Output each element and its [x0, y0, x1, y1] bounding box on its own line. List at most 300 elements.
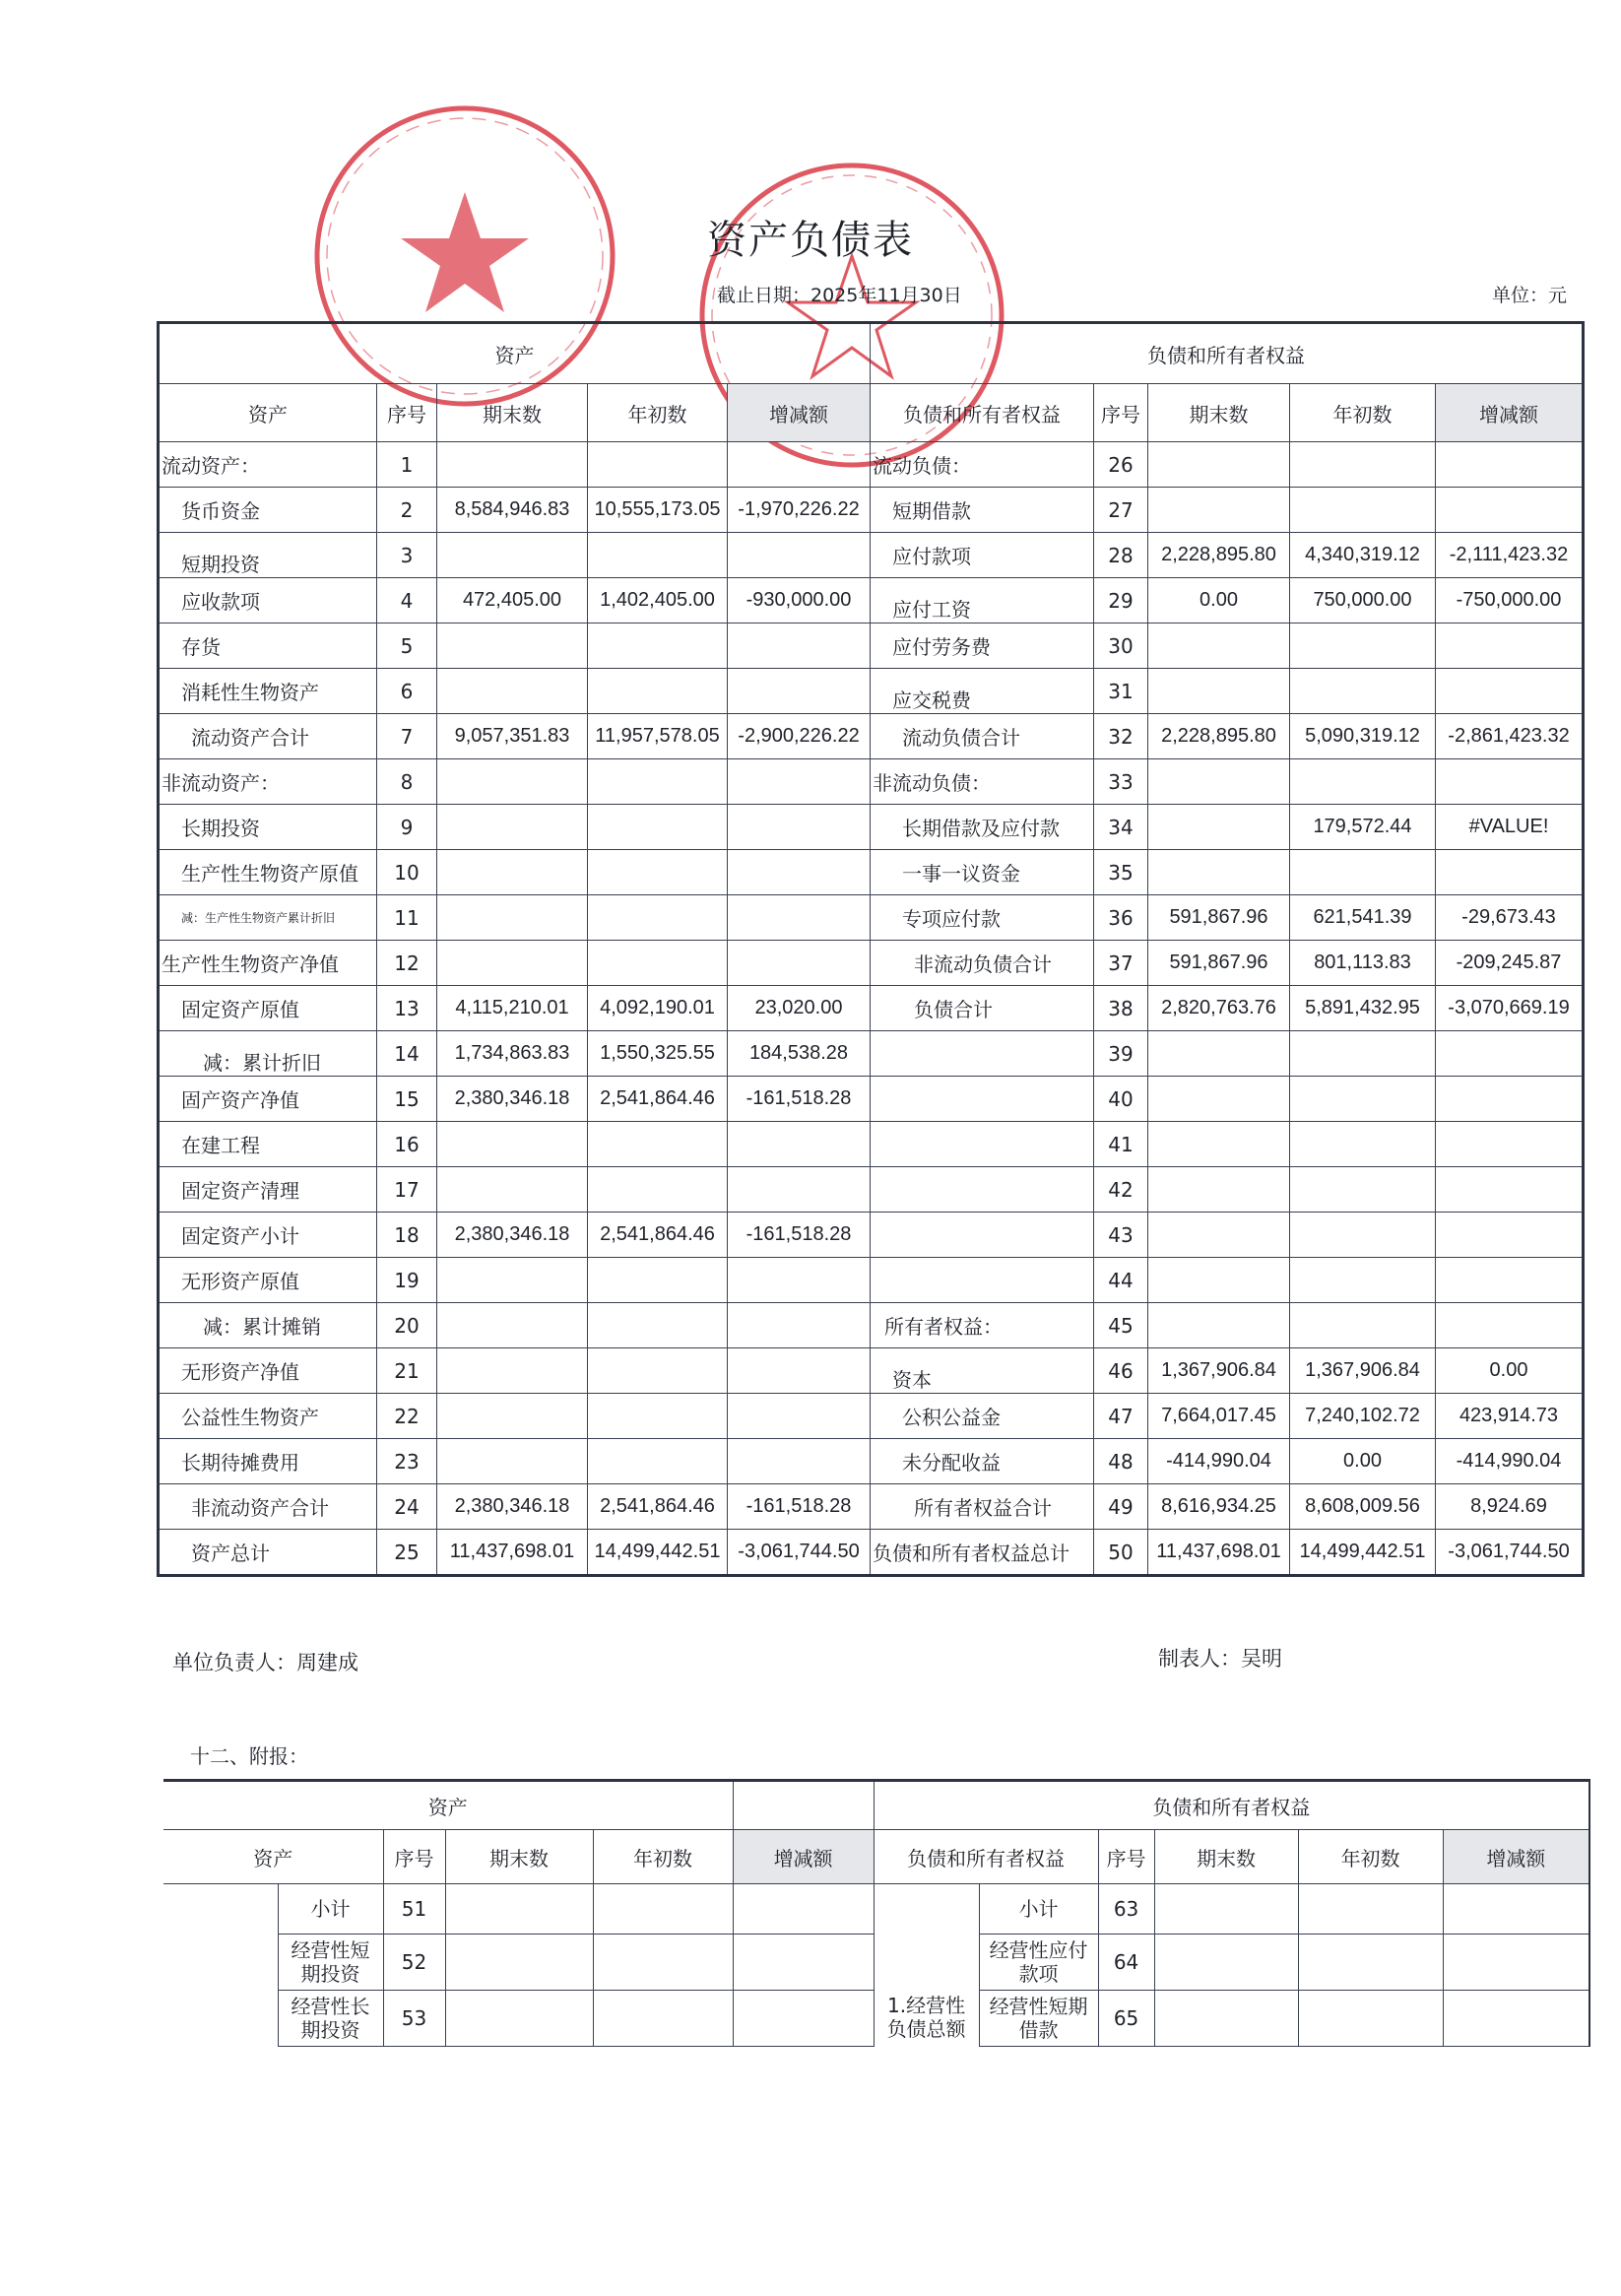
left-row-label: 生产性生物资产净值 — [159, 941, 377, 986]
right-row-label: 非流动负债合计 — [871, 941, 1094, 986]
right-row-year-begin: 7,240,102.72 — [1290, 1394, 1436, 1439]
left-row-number: 12 — [377, 941, 437, 986]
left-row-number: 2 — [377, 488, 437, 533]
appendix-left-label: 经营性短期投资 — [278, 1935, 383, 1991]
appendix-left-number: 52 — [383, 1935, 445, 1991]
table-row — [159, 759, 1584, 805]
left-row-change — [728, 533, 871, 578]
balance-sheet-table — [157, 321, 1585, 1577]
appendix-blank-header — [733, 1781, 874, 1830]
right-row-label: 流动负债合计 — [871, 714, 1094, 759]
left-row-label: 流动资产： — [159, 442, 377, 488]
liabilities-group-header: 负债和所有者权益 — [871, 323, 1584, 384]
left-row-number: 9 — [377, 805, 437, 850]
right-row-period-end — [1148, 805, 1290, 850]
table-row — [159, 1077, 1584, 1122]
left-row-number: 13 — [377, 986, 437, 1031]
left-row-label: 固定资产原值 — [159, 986, 377, 1031]
unit-head-signature: 单位负责人：周建成 — [172, 1651, 358, 1674]
left-row-label: 在建工程 — [159, 1122, 377, 1167]
as-of-date: 截止日期：2025年11月30日 — [717, 285, 962, 306]
right-row-number: 45 — [1094, 1303, 1148, 1348]
right-row-year-begin — [1290, 623, 1436, 669]
right-row-number: 30 — [1094, 623, 1148, 669]
right-row-change: 423,914.73 — [1436, 1394, 1584, 1439]
right-row-change: 8,924.69 — [1436, 1484, 1584, 1530]
right-row-label: 一事一议资金 — [871, 850, 1094, 895]
right-header-item: 负债和所有者权益 — [871, 384, 1094, 442]
appendix-right-value — [1154, 1991, 1298, 2047]
right-row-number: 42 — [1094, 1167, 1148, 1213]
right-row-period-end — [1148, 1122, 1290, 1167]
right-header-period-end: 期末数 — [1148, 384, 1290, 442]
left-row-label: 减：生产性生物资产累计折旧 — [159, 895, 377, 941]
left-row-number: 25 — [377, 1530, 437, 1576]
right-row-change: -3,061,744.50 — [1436, 1530, 1584, 1576]
table-row — [159, 1303, 1584, 1348]
right-row-change — [1436, 1303, 1584, 1348]
right-row-label: 未分配收益 — [871, 1439, 1094, 1484]
table-row — [159, 669, 1584, 714]
table-row — [159, 1167, 1584, 1213]
right-row-label — [871, 1258, 1094, 1303]
appendix-right-value — [1443, 1935, 1589, 1991]
left-row-number: 11 — [377, 895, 437, 941]
left-row-year-begin — [588, 1122, 728, 1167]
left-row-number: 8 — [377, 759, 437, 805]
appendix-left-number: 53 — [383, 1991, 445, 2047]
right-row-change — [1436, 1213, 1584, 1258]
right-row-number: 38 — [1094, 986, 1148, 1031]
right-row-year-begin — [1290, 1258, 1436, 1303]
right-row-year-begin: 179,572.44 — [1290, 805, 1436, 850]
left-row-label: 固定资产清理 — [159, 1167, 377, 1213]
left-row-period-end — [437, 941, 588, 986]
left-row-change: -1,970,226.22 — [728, 488, 871, 533]
left-row-change — [728, 1303, 871, 1348]
table-row — [159, 1348, 1584, 1394]
right-row-number: 29 — [1094, 578, 1148, 623]
assets-group-header: 资产 — [159, 323, 871, 384]
left-row-number: 23 — [377, 1439, 437, 1484]
right-row-label: 所有者权益： — [871, 1303, 1094, 1348]
right-row-year-begin — [1290, 1213, 1436, 1258]
left-row-period-end — [437, 850, 588, 895]
left-row-year-begin — [588, 442, 728, 488]
table-row — [159, 986, 1584, 1031]
left-row-label: 固定资产小计 — [159, 1213, 377, 1258]
appendix-left-value — [445, 1884, 593, 1935]
left-row-label: 非流动资产合计 — [159, 1484, 377, 1530]
appendix-left-value — [593, 1991, 733, 2047]
left-row-number: 3 — [377, 533, 437, 578]
right-row-number: 46 — [1094, 1348, 1148, 1394]
left-header-number: 序号 — [377, 384, 437, 442]
left-row-change — [728, 623, 871, 669]
left-row-period-end — [437, 669, 588, 714]
left-row-label: 存货 — [159, 623, 377, 669]
right-row-period-end — [1148, 623, 1290, 669]
left-row-year-begin — [588, 1394, 728, 1439]
left-row-label: 减：累计摊销 — [159, 1303, 377, 1348]
table-row — [159, 1122, 1584, 1167]
left-row-number: 16 — [377, 1122, 437, 1167]
appendix-right-value — [1298, 1935, 1443, 1991]
right-row-period-end: 591,867.96 — [1148, 895, 1290, 941]
table-row — [159, 623, 1584, 669]
left-row-year-begin — [588, 895, 728, 941]
appendix-heading: 十二、附报： — [190, 1744, 308, 1768]
right-row-year-begin — [1290, 1122, 1436, 1167]
appendix-right-header-period-end: 期末数 — [1154, 1830, 1298, 1884]
left-row-period-end — [437, 1348, 588, 1394]
right-row-year-begin: 750,000.00 — [1290, 578, 1436, 623]
right-row-number: 49 — [1094, 1484, 1148, 1530]
appendix-right-value — [1443, 1991, 1589, 2047]
right-row-change — [1436, 1167, 1584, 1213]
appendix-right-header-number: 序号 — [1098, 1830, 1154, 1884]
right-row-change — [1436, 669, 1584, 714]
right-row-change: 0.00 — [1436, 1348, 1584, 1394]
left-row-period-end: 9,057,351.83 — [437, 714, 588, 759]
right-row-year-begin — [1290, 1031, 1436, 1077]
preparer-signature: 制表人：吴明 — [1158, 1647, 1282, 1671]
appendix-assets-group-header: 资产 — [163, 1781, 733, 1830]
appendix-left-value — [733, 1884, 874, 1935]
left-row-label: 长期投资 — [159, 805, 377, 850]
right-row-label: 应付款项 — [871, 533, 1094, 578]
left-row-number: 17 — [377, 1167, 437, 1213]
right-row-year-begin: 0.00 — [1290, 1439, 1436, 1484]
left-header-period-end: 期末数 — [437, 384, 588, 442]
table-row — [159, 805, 1584, 850]
right-row-period-end: 7,664,017.45 — [1148, 1394, 1290, 1439]
appendix-right-header-change: 增减额 — [1443, 1830, 1589, 1884]
appendix-right-label: 小计 — [979, 1884, 1098, 1935]
right-row-label: 公积公益金 — [871, 1394, 1094, 1439]
left-row-period-end — [437, 1167, 588, 1213]
left-row-change: 23,020.00 — [728, 986, 871, 1031]
right-header-year-begin: 年初数 — [1290, 384, 1436, 442]
left-row-change — [728, 805, 871, 850]
right-row-change: -3,070,669.19 — [1436, 986, 1584, 1031]
left-row-label: 无形资产净值 — [159, 1348, 377, 1394]
left-row-change — [728, 1439, 871, 1484]
right-row-label: 应付劳务费 — [871, 623, 1094, 669]
left-row-year-begin — [588, 850, 728, 895]
left-row-number: 22 — [377, 1394, 437, 1439]
appendix-liabilities-group-header: 负债和所有者权益 — [874, 1781, 1589, 1830]
appendix-right-number: 65 — [1098, 1991, 1154, 2047]
left-row-year-begin — [588, 533, 728, 578]
right-row-change: -750,000.00 — [1436, 578, 1584, 623]
appendix-left-header-change: 增减额 — [733, 1830, 874, 1884]
appendix-left-header-period-end: 期末数 — [445, 1830, 593, 1884]
right-row-number: 34 — [1094, 805, 1148, 850]
left-row-change — [728, 941, 871, 986]
table-row — [159, 488, 1584, 533]
right-row-label: 应付工资 — [871, 578, 1094, 623]
left-row-change: -161,518.28 — [728, 1213, 871, 1258]
left-row-year-begin: 2,541,864.46 — [588, 1484, 728, 1530]
right-row-number: 41 — [1094, 1122, 1148, 1167]
left-row-number: 14 — [377, 1031, 437, 1077]
table-row — [159, 1530, 1584, 1576]
right-row-label: 长期借款及应付款 — [871, 805, 1094, 850]
table-row — [159, 850, 1584, 895]
appendix-left-header-number: 序号 — [383, 1830, 445, 1884]
left-row-period-end — [437, 623, 588, 669]
right-row-label: 负债和所有者权益总计 — [871, 1530, 1094, 1576]
left-row-period-end — [437, 533, 588, 578]
left-row-year-begin — [588, 1258, 728, 1303]
left-row-change — [728, 1258, 871, 1303]
right-row-period-end: 8,616,934.25 — [1148, 1484, 1290, 1530]
left-row-year-begin — [588, 1167, 728, 1213]
left-row-change: -2,900,226.22 — [728, 714, 871, 759]
left-row-change: 184,538.28 — [728, 1031, 871, 1077]
appendix-right-value — [1154, 1935, 1298, 1991]
left-row-year-begin: 1,402,405.00 — [588, 578, 728, 623]
table-row — [159, 533, 1584, 578]
right-header-change: 增减额 — [1436, 384, 1584, 442]
table-row — [159, 1394, 1584, 1439]
left-row-year-begin: 1,550,325.55 — [588, 1031, 728, 1077]
right-row-period-end: 2,228,895.80 — [1148, 533, 1290, 578]
right-row-period-end — [1148, 488, 1290, 533]
left-row-year-begin — [588, 941, 728, 986]
appendix-left-value — [733, 1991, 874, 2047]
right-row-year-begin: 8,608,009.56 — [1290, 1484, 1436, 1530]
right-row-label — [871, 1031, 1094, 1077]
appendix-right-header-item: 负债和所有者权益 — [874, 1830, 1098, 1884]
left-row-period-end — [437, 1122, 588, 1167]
right-row-change — [1436, 850, 1584, 895]
left-row-number: 19 — [377, 1258, 437, 1303]
right-row-year-begin: 4,340,319.12 — [1290, 533, 1436, 578]
left-row-year-begin — [588, 669, 728, 714]
left-row-year-begin: 2,541,864.46 — [588, 1077, 728, 1122]
left-row-year-begin: 4,092,190.01 — [588, 986, 728, 1031]
left-row-number: 6 — [377, 669, 437, 714]
right-row-change: -2,861,423.32 — [1436, 714, 1584, 759]
right-row-change: -414,990.04 — [1436, 1439, 1584, 1484]
left-row-change: -161,518.28 — [728, 1484, 871, 1530]
right-row-period-end — [1148, 1077, 1290, 1122]
right-row-change — [1436, 1258, 1584, 1303]
appendix-right-value — [1443, 1884, 1589, 1935]
right-row-period-end — [1148, 1303, 1290, 1348]
right-row-number: 37 — [1094, 941, 1148, 986]
left-row-change: -930,000.00 — [728, 578, 871, 623]
left-row-change — [728, 759, 871, 805]
right-row-number: 32 — [1094, 714, 1148, 759]
right-row-year-begin — [1290, 1303, 1436, 1348]
appendix-table — [163, 1779, 1590, 2047]
right-row-year-begin — [1290, 488, 1436, 533]
left-row-period-end: 4,115,210.01 — [437, 986, 588, 1031]
left-row-change: -161,518.28 — [728, 1077, 871, 1122]
table-row — [159, 1439, 1584, 1484]
left-row-period-end: 2,380,346.18 — [437, 1213, 588, 1258]
table-row — [159, 941, 1584, 986]
right-row-number: 33 — [1094, 759, 1148, 805]
left-row-label: 无形资产原值 — [159, 1258, 377, 1303]
right-row-number: 43 — [1094, 1213, 1148, 1258]
right-row-change — [1436, 1122, 1584, 1167]
right-row-year-begin: 14,499,442.51 — [1290, 1530, 1436, 1576]
right-row-number: 31 — [1094, 669, 1148, 714]
right-row-number: 47 — [1094, 1394, 1148, 1439]
left-row-period-end — [437, 442, 588, 488]
left-row-change — [728, 1122, 871, 1167]
appendix-right-label: 经营性短期借款 — [979, 1991, 1098, 2047]
appendix-left-value — [593, 1884, 733, 1935]
right-row-period-end — [1148, 850, 1290, 895]
table-row — [159, 1031, 1584, 1077]
right-row-year-begin: 801,113.83 — [1290, 941, 1436, 986]
left-row-period-end: 2,380,346.18 — [437, 1077, 588, 1122]
left-row-number: 7 — [377, 714, 437, 759]
left-row-period-end — [437, 1258, 588, 1303]
left-header-year-begin: 年初数 — [588, 384, 728, 442]
right-row-change — [1436, 442, 1584, 488]
left-row-change: -3,061,744.50 — [728, 1530, 871, 1576]
appendix-right-label: 经营性应付款项 — [979, 1935, 1098, 1991]
left-row-number: 5 — [377, 623, 437, 669]
right-row-number: 28 — [1094, 533, 1148, 578]
appendix-left-value — [733, 1935, 874, 1991]
right-row-change — [1436, 488, 1584, 533]
right-row-period-end: 11,437,698.01 — [1148, 1530, 1290, 1576]
appendix-left-group-cell — [163, 1884, 278, 2047]
table-row — [159, 1258, 1584, 1303]
left-header-change: 增减额 — [728, 384, 871, 442]
left-row-change — [728, 1394, 871, 1439]
right-row-year-begin — [1290, 1077, 1436, 1122]
right-row-year-begin: 621,541.39 — [1290, 895, 1436, 941]
right-row-label — [871, 1167, 1094, 1213]
right-row-period-end — [1148, 759, 1290, 805]
right-row-label: 应交税费 — [871, 669, 1094, 714]
right-row-change — [1436, 623, 1584, 669]
right-row-label — [871, 1077, 1094, 1122]
left-row-number: 10 — [377, 850, 437, 895]
right-row-period-end: 2,820,763.76 — [1148, 986, 1290, 1031]
right-row-label: 非流动负债： — [871, 759, 1094, 805]
left-row-change — [728, 442, 871, 488]
right-row-label: 流动负债： — [871, 442, 1094, 488]
left-row-number: 24 — [377, 1484, 437, 1530]
left-row-year-begin — [588, 1303, 728, 1348]
right-row-label: 资本 — [871, 1348, 1094, 1394]
appendix-right-header-year-begin: 年初数 — [1298, 1830, 1443, 1884]
appendix-right-value — [1154, 1884, 1298, 1935]
right-row-change — [1436, 759, 1584, 805]
right-row-period-end: 1,367,906.84 — [1148, 1348, 1290, 1394]
right-row-period-end — [1148, 1258, 1290, 1303]
left-row-period-end: 1,734,863.83 — [437, 1031, 588, 1077]
right-row-number: 40 — [1094, 1077, 1148, 1122]
right-row-change: -209,245.87 — [1436, 941, 1584, 986]
left-row-period-end — [437, 1439, 588, 1484]
right-row-change — [1436, 1031, 1584, 1077]
left-row-label: 长期待摊费用 — [159, 1439, 377, 1484]
right-row-label — [871, 1122, 1094, 1167]
left-header-item: 资产 — [159, 384, 377, 442]
right-row-number: 35 — [1094, 850, 1148, 895]
right-row-number: 39 — [1094, 1031, 1148, 1077]
left-row-change — [728, 1348, 871, 1394]
document-title: 资产负债表 — [707, 218, 914, 263]
left-row-year-begin: 14,499,442.51 — [588, 1530, 728, 1576]
appendix-left-value — [445, 1991, 593, 2047]
appendix-right-number: 63 — [1098, 1884, 1154, 1935]
right-row-number: 27 — [1094, 488, 1148, 533]
right-row-period-end: -414,990.04 — [1148, 1439, 1290, 1484]
right-row-period-end — [1148, 1031, 1290, 1077]
left-row-change — [728, 850, 871, 895]
appendix-left-header-item: 资产 — [163, 1830, 383, 1884]
right-row-number: 44 — [1094, 1258, 1148, 1303]
left-row-year-begin: 10,555,173.05 — [588, 488, 728, 533]
left-row-number: 1 — [377, 442, 437, 488]
left-row-year-begin: 2,541,864.46 — [588, 1213, 728, 1258]
right-row-label: 所有者权益合计 — [871, 1484, 1094, 1530]
left-row-year-begin — [588, 623, 728, 669]
left-row-label: 资产总计 — [159, 1530, 377, 1576]
right-row-year-begin — [1290, 1167, 1436, 1213]
right-row-number: 26 — [1094, 442, 1148, 488]
currency-unit: 单位：元 — [1492, 285, 1568, 306]
right-row-number: 50 — [1094, 1530, 1148, 1576]
right-row-label: 专项应付款 — [871, 895, 1094, 941]
appendix-left-label: 小计 — [278, 1884, 383, 1935]
right-row-period-end — [1148, 442, 1290, 488]
appendix-left-value — [593, 1935, 733, 1991]
right-row-year-begin: 5,891,432.95 — [1290, 986, 1436, 1031]
appendix-right-group-label: 1.经营性负债总额 — [874, 1884, 979, 2047]
left-row-period-end — [437, 805, 588, 850]
left-row-year-begin — [588, 1348, 728, 1394]
right-row-label — [871, 1213, 1094, 1258]
right-row-number: 36 — [1094, 895, 1148, 941]
left-row-label: 公益性生物资产 — [159, 1394, 377, 1439]
left-row-label: 非流动资产： — [159, 759, 377, 805]
left-row-year-begin — [588, 1439, 728, 1484]
appendix-left-value — [445, 1935, 593, 1991]
right-row-period-end — [1148, 1213, 1290, 1258]
table-row — [159, 1484, 1584, 1530]
appendix-row — [163, 1884, 1589, 1935]
table-row — [159, 578, 1584, 623]
table-row — [159, 714, 1584, 759]
left-row-label: 消耗性生物资产 — [159, 669, 377, 714]
table-row — [159, 1213, 1584, 1258]
right-row-year-begin — [1290, 669, 1436, 714]
left-row-label: 固产资产净值 — [159, 1077, 377, 1122]
right-row-change — [1436, 1077, 1584, 1122]
left-row-year-begin — [588, 805, 728, 850]
right-row-year-begin — [1290, 850, 1436, 895]
left-row-number: 21 — [377, 1348, 437, 1394]
right-row-year-begin — [1290, 442, 1436, 488]
right-row-period-end — [1148, 669, 1290, 714]
left-row-change — [728, 895, 871, 941]
left-row-label: 流动资产合计 — [159, 714, 377, 759]
left-row-number: 20 — [377, 1303, 437, 1348]
left-row-label: 应收款项 — [159, 578, 377, 623]
